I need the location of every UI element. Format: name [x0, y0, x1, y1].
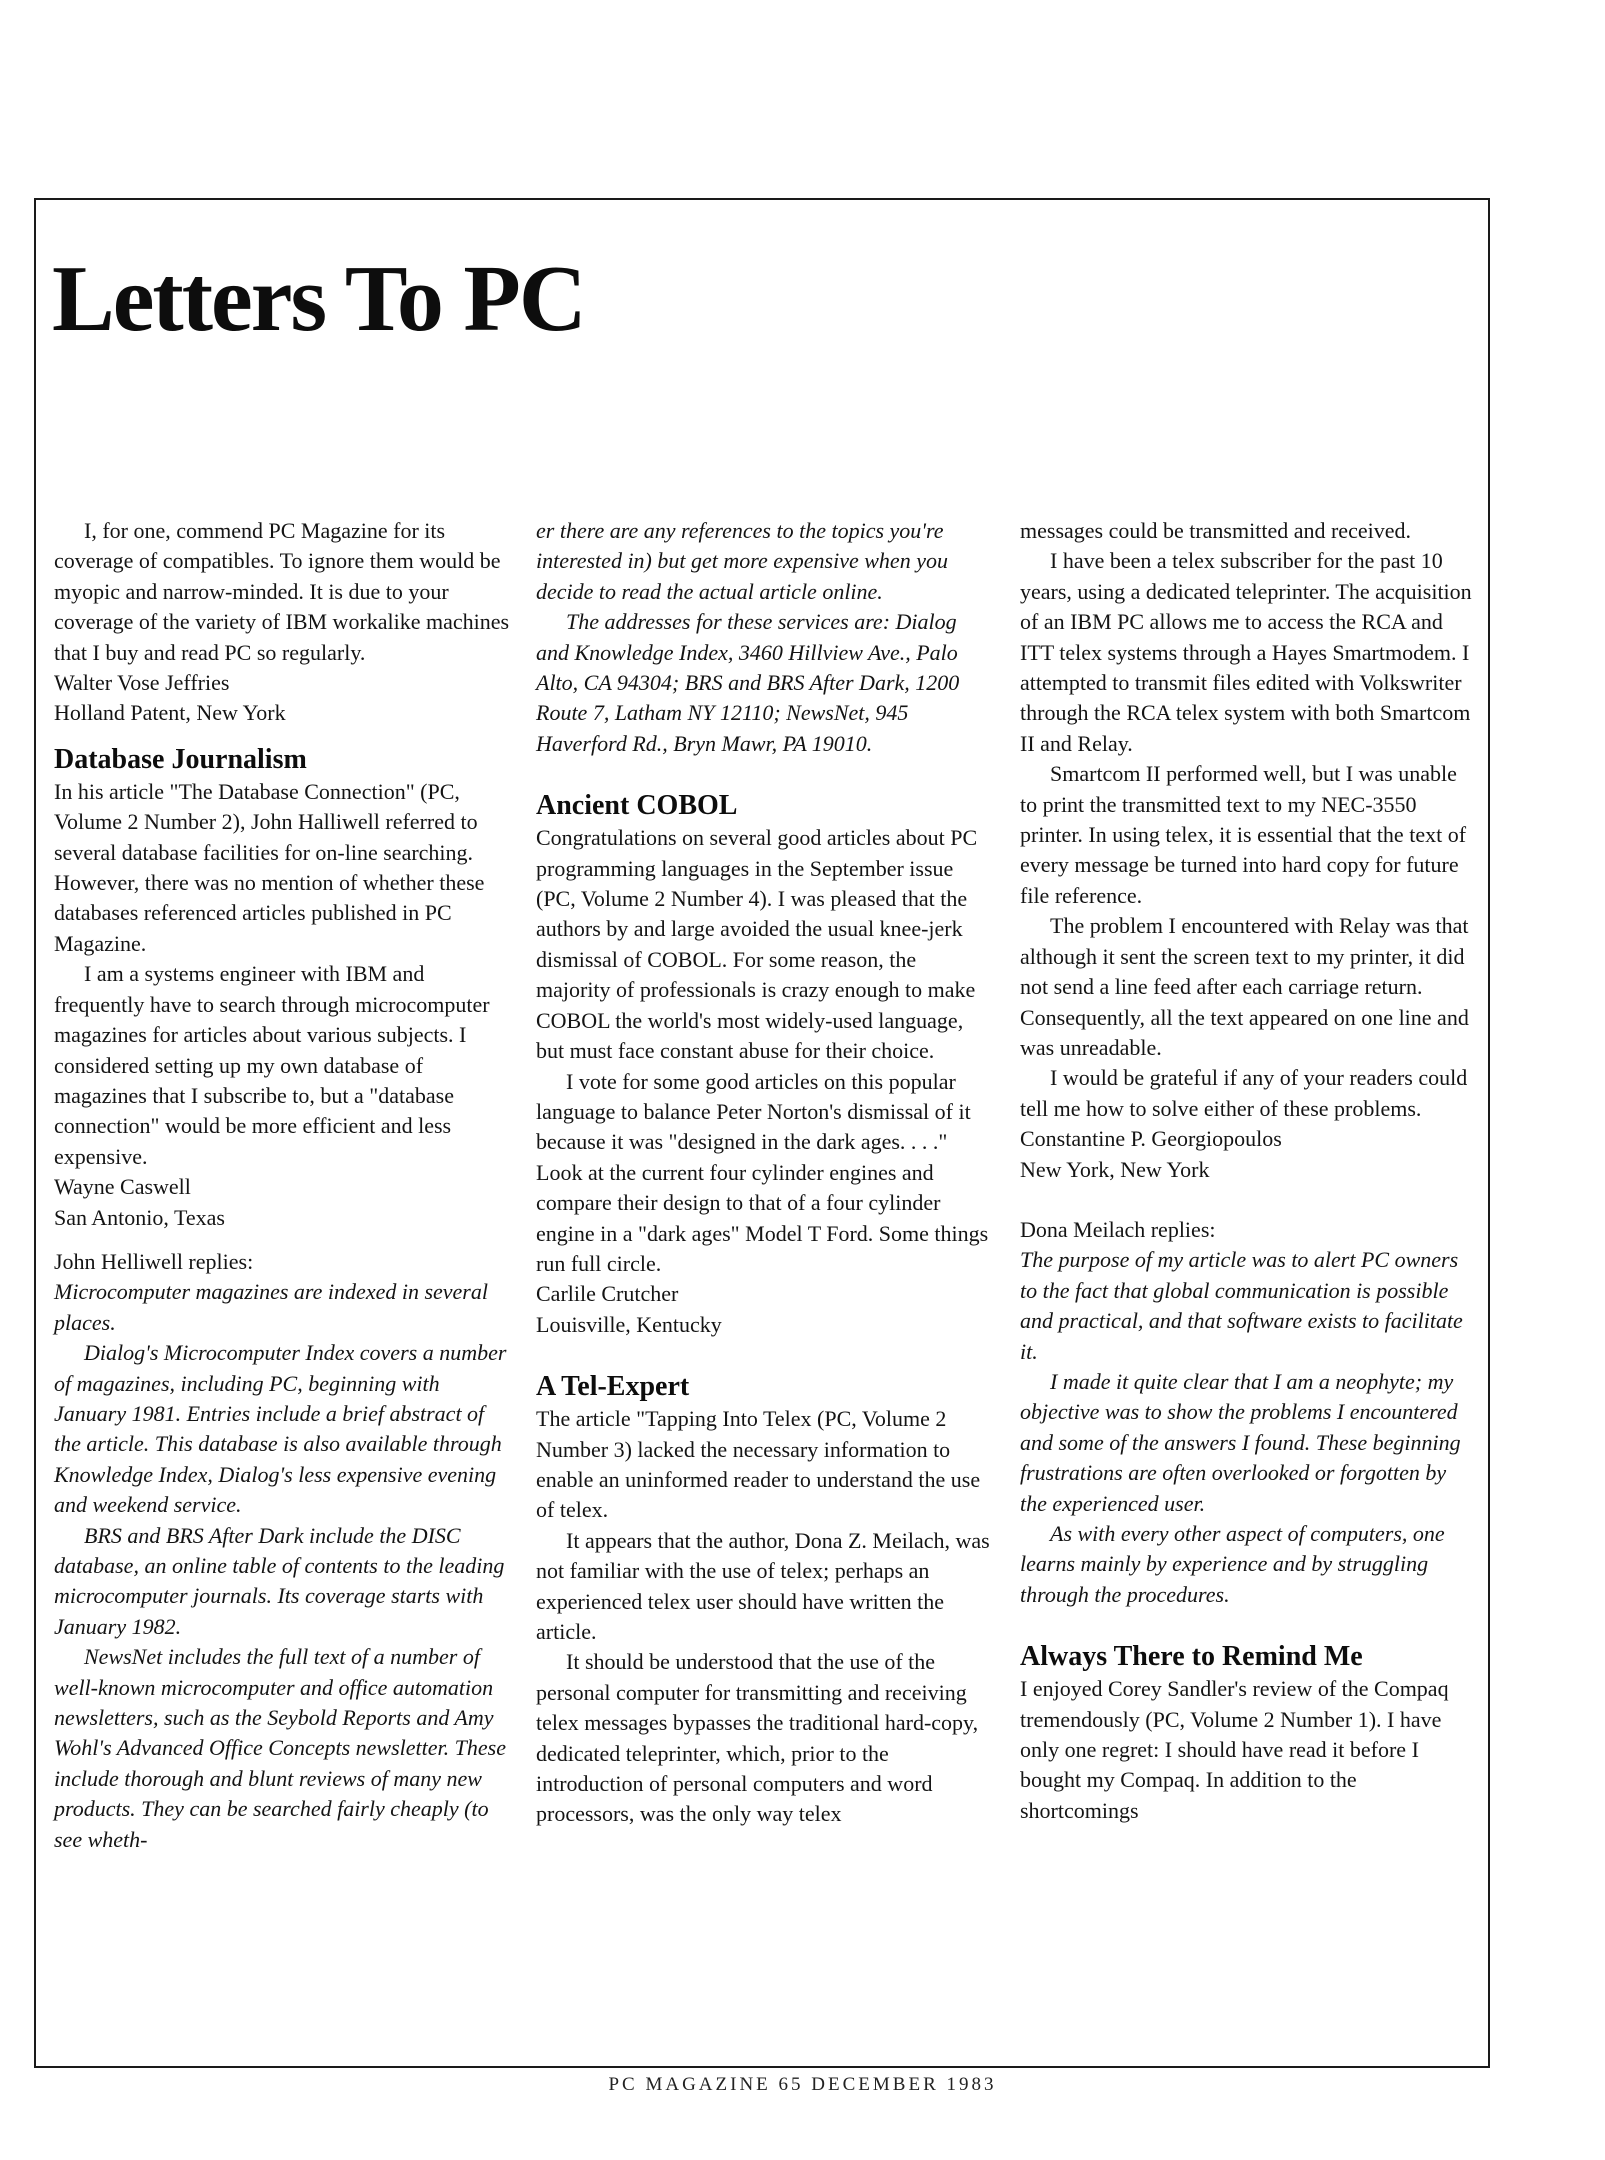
reply-paragraph: Microcomputer magazines are indexed in several places.	[54, 1279, 488, 1335]
reply-attribution: John Helliwell replies:	[54, 1248, 254, 1274]
section-heading: A Tel-Expert	[536, 1371, 690, 1403]
signature-place: New York, New York	[1020, 1156, 1210, 1182]
signature-name: Walter Vose Jeffries	[54, 670, 230, 696]
section-heading: Database Journalism	[54, 743, 307, 775]
signature-place: Louisville, Kentucky	[536, 1311, 722, 1337]
reply-paragraph: I made it quite clear that I am a neophyte; my objective was to show the problems I encountered and some of the answers I found. These beginning frustrations are often overlooked or forgotten by the experienced user.	[1020, 1368, 1461, 1516]
letter-paragraph: The article "Tapping Into Telex (PC, Volume 2 Number 3) lacked the necessary information to enable an uninformed reader to understand the use of telex.	[536, 1406, 981, 1523]
letter-paragraph: I would be grateful if any of your readers could tell me how to solve either of these problems.	[1020, 1065, 1468, 1121]
reply-attribution: Dona Meilach replies:	[1020, 1216, 1216, 1242]
signature-name: Wayne Caswell	[54, 1174, 191, 1200]
section-heading: Always There to Remind Me	[1020, 1641, 1363, 1673]
letter-paragraph: I have been a telex subscriber for the past 10 years, using a dedicated teleprinter. The acquisition of an IBM PC allows me to access the RCA and ITT telex systems through a Hayes Smartmodem. I attempted to transmit files edited with Volkswriter through the RCA telex system with both Smartcom II and Relay.	[1020, 548, 1472, 756]
reply-paragraph: The purpose of my article was to alert PC owners to the fact that global communication is possible and practical, and that software exists to facilitate it.	[1020, 1247, 1463, 1364]
reply-paragraph: Dialog's Microcomputer Index covers a number of magazines, including PC, beginning with January 1981. Entries include a brief abstract of the article. This database is also available through Knowledge Index, Dialog's less expensive evening and weekend service.	[54, 1340, 507, 1518]
column-2	[536, 516, 994, 1830]
letter-paragraph: I, for one, commend PC Magazine for its coverage of compatibles. To ignore them would be myopic and narrow-minded. It is due to your coverage of the variety of IBM workalike machines that I buy and read PC so regularly.	[54, 518, 510, 665]
signature-place: San Antonio, Texas	[54, 1204, 225, 1230]
letter-paragraph: In his article "The Database Connection" (PC, Volume 2 Number 2), John Halliwell referred to several database facilities for on-line searching. However, there was no mention of whether these databases referenced articles published in PC Magazine.	[54, 778, 485, 956]
reply-paragraph: er there are any references to the topics you're interested in) but get more expensive when you decide to read the actual article online.	[536, 518, 948, 604]
letter-paragraph: I vote for some good articles on this popular language to balance Peter Norton's dismissal of it because it was "designed in the dark ages. . . ." Look at the current four cylinder engines and compare their design to that of a four cylinder engine in a "dark ages" Model T Ford. Some things run full circle.	[536, 1068, 989, 1276]
letter-paragraph: Congratulations on several good articles about PC programming languages in the September issue (PC, Volume 2 Number 4). I was pleased that the authors by and large avoided the usual knee-jerk dismissal of COBOL. For some reason, the majority of professionals is crazy enough to make COBOL the world's most widely-used language, but must face constant abuse for their choice.	[536, 825, 978, 1064]
section-heading: Ancient COBOL	[536, 790, 738, 822]
signature-name: Carlile Crutcher	[536, 1281, 679, 1307]
reply-paragraph: NewsNet includes the full text of a number of well-known microcomputer and office automation newsletters, such as the Seybold Reports and Amy Wohl's Advanced Office Concepts newsletter. These include thorough and blunt reviews of many new products. They can be searched fairly cheaply (to see wheth-	[54, 1644, 506, 1852]
reply-paragraph: The addresses for these services are: Dialog and Knowledge Index, 3460 Hillview Ave., Palo Alto, CA 94304; BRS and BRS After Dark, 1200 Route 7, Latham NY 12110; NewsNet, 945 Haverford Rd., Bryn Mawr, PA 19010.	[536, 609, 960, 756]
letter-paragraph: It should be understood that the use of the personal computer for transmitting and receiving telex messages bypasses the traditional hard-copy, dedicated teleprinter, which, prior to the introduction of personal computers and word processors, was the only way telex	[536, 1649, 979, 1827]
letter-paragraph: The problem I encountered with Relay was that although it sent the screen text to my printer, it did not send a line feed after each carriage return. Consequently, all the text appeared on one line and was unreadable.	[1020, 913, 1469, 1060]
column-1	[54, 516, 512, 1855]
page-title: Letters To PC	[52, 247, 585, 351]
letter-paragraph: I enjoyed Corey Sandler's review of the Compaq tremendously (PC, Volume 2 Number 1). I have only one regret: I should have read it before I bought my Compaq. In addition to the shortcomings	[1020, 1676, 1449, 1823]
letter-paragraph: It appears that the author, Dona Z. Meilach, was not familiar with the use of telex; perhaps an experienced telex user should have written the article.	[536, 1527, 990, 1644]
column-3	[1020, 516, 1478, 1826]
signature-name: Constantine P. Georgiopoulos	[1020, 1126, 1282, 1152]
letter-paragraph: Smartcom II performed well, but I was unable to print the transmitted text to my NEC-3550 printer. In using telex, it is essential that the text of every message be turned into hard copy for future file reference.	[1020, 761, 1467, 908]
reply-paragraph: As with every other aspect of computers, one learns mainly by experience and by struggling through the procedures.	[1020, 1521, 1445, 1607]
page-footer: PC MAGAZINE 65 DECEMBER 1983	[608, 2074, 997, 2095]
letter-paragraph: I am a systems engineer with IBM and frequently have to search through microcomputer magazines for articles about various subjects. I considered setting up my own database of magazines that I subscribe to, but a "database connection" would be more efficient and less expensive.	[54, 961, 490, 1169]
signature-place: Holland Patent, New York	[54, 700, 286, 726]
reply-paragraph: BRS and BRS After Dark include the DISC database, an online table of contents to the leading microcomputer journals. Its coverage starts with January 1982.	[54, 1522, 505, 1639]
letter-paragraph: messages could be transmitted and received.	[1020, 518, 1411, 543]
